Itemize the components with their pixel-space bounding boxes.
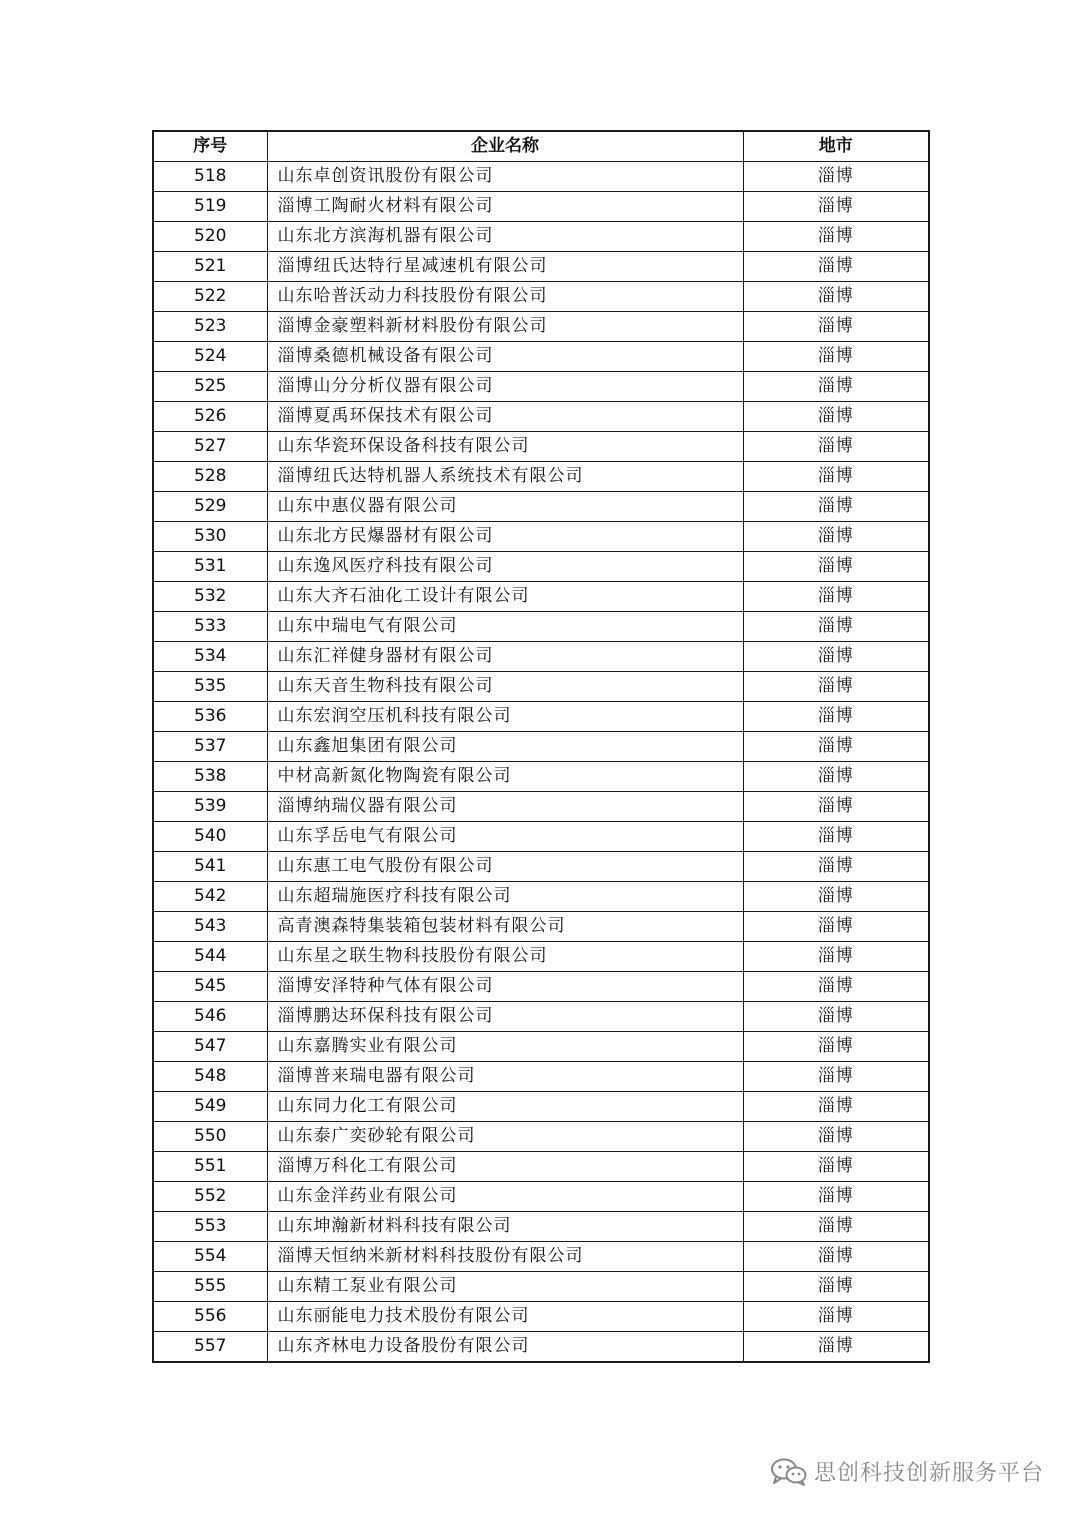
cell-number: 551 bbox=[153, 1152, 267, 1182]
cell-company-name: 淄博金豪塑料新材料股份有限公司 bbox=[267, 312, 743, 342]
cell-number: 549 bbox=[153, 1092, 267, 1122]
cell-company-name: 山东丽能电力技术股份有限公司 bbox=[267, 1302, 743, 1332]
cell-company-name: 山东同力化工有限公司 bbox=[267, 1092, 743, 1122]
table-row bbox=[153, 492, 929, 522]
cell-city: 淄博 bbox=[743, 612, 929, 642]
cell-company-name: 山东卓创资讯股份有限公司 bbox=[267, 162, 743, 192]
cell-city: 淄博 bbox=[743, 252, 929, 282]
table-row bbox=[153, 702, 929, 732]
company-list-table bbox=[152, 130, 930, 1363]
cell-city: 淄博 bbox=[743, 1302, 929, 1332]
table-body bbox=[153, 162, 929, 1363]
cell-city: 淄博 bbox=[743, 432, 929, 462]
cell-company-name: 山东泰广奕砂轮有限公司 bbox=[267, 1122, 743, 1152]
cell-company-name: 淄博桑德机械设备有限公司 bbox=[267, 342, 743, 372]
cell-number: 521 bbox=[153, 252, 267, 282]
table-row bbox=[153, 1122, 929, 1152]
table-row bbox=[153, 552, 929, 582]
cell-number: 548 bbox=[153, 1062, 267, 1092]
cell-company-name: 山东逸风医疗科技有限公司 bbox=[267, 552, 743, 582]
cell-company-name: 淄博纽氏达特机器人系统技术有限公司 bbox=[267, 462, 743, 492]
cell-number: 541 bbox=[153, 852, 267, 882]
cell-city: 淄博 bbox=[743, 162, 929, 192]
cell-city: 淄博 bbox=[743, 342, 929, 372]
table-row bbox=[153, 1272, 929, 1302]
table-row bbox=[153, 522, 929, 552]
cell-city: 淄博 bbox=[743, 1122, 929, 1152]
cell-number: 522 bbox=[153, 282, 267, 312]
cell-number: 525 bbox=[153, 372, 267, 402]
cell-city: 淄博 bbox=[743, 462, 929, 492]
cell-company-name: 山东超瑞施医疗科技有限公司 bbox=[267, 882, 743, 912]
cell-company-name: 山东哈普沃动力科技股份有限公司 bbox=[267, 282, 743, 312]
cell-number: 544 bbox=[153, 942, 267, 972]
cell-city: 淄博 bbox=[743, 1212, 929, 1242]
cell-city: 淄博 bbox=[743, 1182, 929, 1212]
cell-company-name: 淄博夏禹环保技术有限公司 bbox=[267, 402, 743, 432]
cell-city: 淄博 bbox=[743, 492, 929, 522]
header-number: 序号 bbox=[153, 131, 267, 162]
cell-city: 淄博 bbox=[743, 1272, 929, 1302]
cell-company-name: 山东精工泵业有限公司 bbox=[267, 1272, 743, 1302]
cell-city: 淄博 bbox=[743, 372, 929, 402]
cell-number: 552 bbox=[153, 1182, 267, 1212]
cell-company-name: 山东齐林电力设备股份有限公司 bbox=[267, 1332, 743, 1363]
cell-company-name: 淄博万科化工有限公司 bbox=[267, 1152, 743, 1182]
company-list-table-container bbox=[152, 130, 928, 1363]
table-row bbox=[153, 192, 929, 222]
cell-city: 淄博 bbox=[743, 702, 929, 732]
table-row bbox=[153, 612, 929, 642]
cell-company-name: 山东北方民爆器材有限公司 bbox=[267, 522, 743, 552]
cell-company-name: 山东鑫旭集团有限公司 bbox=[267, 732, 743, 762]
cell-number: 557 bbox=[153, 1332, 267, 1363]
table-row bbox=[153, 762, 929, 792]
cell-number: 538 bbox=[153, 762, 267, 792]
cell-number: 547 bbox=[153, 1032, 267, 1062]
cell-city: 淄博 bbox=[743, 1092, 929, 1122]
table-row bbox=[153, 462, 929, 492]
cell-company-name: 山东星之联生物科技股份有限公司 bbox=[267, 942, 743, 972]
cell-company-name: 山东汇祥健身器材有限公司 bbox=[267, 642, 743, 672]
table-row bbox=[153, 942, 929, 972]
cell-city: 淄博 bbox=[743, 402, 929, 432]
table-row bbox=[153, 582, 929, 612]
cell-city: 淄博 bbox=[743, 912, 929, 942]
cell-city: 淄博 bbox=[743, 552, 929, 582]
table-header-row bbox=[153, 131, 929, 162]
table-row bbox=[153, 1002, 929, 1032]
table-row bbox=[153, 342, 929, 372]
cell-number: 550 bbox=[153, 1122, 267, 1152]
cell-company-name: 山东北方滨海机器有限公司 bbox=[267, 222, 743, 252]
cell-city: 淄博 bbox=[743, 672, 929, 702]
cell-number: 535 bbox=[153, 672, 267, 702]
cell-number: 520 bbox=[153, 222, 267, 252]
cell-company-name: 淄博天恒纳米新材料科技股份有限公司 bbox=[267, 1242, 743, 1272]
cell-number: 543 bbox=[153, 912, 267, 942]
cell-number: 554 bbox=[153, 1242, 267, 1272]
cell-number: 531 bbox=[153, 552, 267, 582]
cell-number: 519 bbox=[153, 192, 267, 222]
cell-city: 淄博 bbox=[743, 1062, 929, 1092]
cell-city: 淄博 bbox=[743, 1332, 929, 1363]
cell-city: 淄博 bbox=[743, 882, 929, 912]
cell-number: 530 bbox=[153, 522, 267, 552]
cell-city: 淄博 bbox=[743, 522, 929, 552]
cell-city: 淄博 bbox=[743, 972, 929, 1002]
cell-city: 淄博 bbox=[743, 582, 929, 612]
cell-city: 淄博 bbox=[743, 1002, 929, 1032]
cell-company-name: 山东中惠仪器有限公司 bbox=[267, 492, 743, 522]
table-row bbox=[153, 1242, 929, 1272]
table-row bbox=[153, 432, 929, 462]
cell-city: 淄博 bbox=[743, 192, 929, 222]
cell-number: 553 bbox=[153, 1212, 267, 1242]
cell-company-name: 山东华瓷环保设备科技有限公司 bbox=[267, 432, 743, 462]
cell-company-name: 山东嘉腾实业有限公司 bbox=[267, 1032, 743, 1062]
table-row bbox=[153, 402, 929, 432]
cell-number: 539 bbox=[153, 792, 267, 822]
cell-company-name: 淄博纳瑞仪器有限公司 bbox=[267, 792, 743, 822]
table-row bbox=[153, 912, 929, 942]
cell-number: 529 bbox=[153, 492, 267, 522]
table-row bbox=[153, 282, 929, 312]
table-row bbox=[153, 852, 929, 882]
cell-number: 542 bbox=[153, 882, 267, 912]
cell-number: 545 bbox=[153, 972, 267, 1002]
cell-number: 528 bbox=[153, 462, 267, 492]
cell-number: 556 bbox=[153, 1302, 267, 1332]
cell-company-name: 山东中瑞电气有限公司 bbox=[267, 612, 743, 642]
cell-city: 淄博 bbox=[743, 1152, 929, 1182]
cell-city: 淄博 bbox=[743, 1032, 929, 1062]
table-row bbox=[153, 882, 929, 912]
cell-company-name: 山东天音生物科技有限公司 bbox=[267, 672, 743, 702]
cell-company-name: 淄博纽氏达特行星减速机有限公司 bbox=[267, 252, 743, 282]
table-row bbox=[153, 372, 929, 402]
wechat-icon bbox=[770, 1457, 808, 1487]
cell-company-name: 淄博鹏达环保科技有限公司 bbox=[267, 1002, 743, 1032]
cell-city: 淄博 bbox=[743, 312, 929, 342]
cell-company-name: 中材高新氮化物陶瓷有限公司 bbox=[267, 762, 743, 792]
header-city: 地市 bbox=[743, 131, 929, 162]
cell-city: 淄博 bbox=[743, 942, 929, 972]
cell-number: 518 bbox=[153, 162, 267, 192]
cell-company-name: 山东大齐石油化工设计有限公司 bbox=[267, 582, 743, 612]
cell-company-name: 山东宏润空压机科技有限公司 bbox=[267, 702, 743, 732]
header-name: 企业名称 bbox=[267, 131, 743, 162]
cell-company-name: 淄博工陶耐火材料有限公司 bbox=[267, 192, 743, 222]
cell-company-name: 淄博山分分析仪器有限公司 bbox=[267, 372, 743, 402]
cell-number: 524 bbox=[153, 342, 267, 372]
table-row bbox=[153, 822, 929, 852]
table-row bbox=[153, 1062, 929, 1092]
cell-company-name: 高青澳森特集装箱包装材料有限公司 bbox=[267, 912, 743, 942]
cell-company-name: 山东孚岳电气有限公司 bbox=[267, 822, 743, 852]
cell-number: 523 bbox=[153, 312, 267, 342]
watermark bbox=[770, 1456, 1044, 1487]
table-row bbox=[153, 792, 929, 822]
table-row bbox=[153, 1182, 929, 1212]
table-row bbox=[153, 1212, 929, 1242]
cell-company-name: 山东惠工电气股份有限公司 bbox=[267, 852, 743, 882]
cell-city: 淄博 bbox=[743, 792, 929, 822]
cell-city: 淄博 bbox=[743, 822, 929, 852]
table-row bbox=[153, 312, 929, 342]
cell-number: 555 bbox=[153, 1272, 267, 1302]
table-row bbox=[153, 672, 929, 702]
table-row bbox=[153, 1032, 929, 1062]
table-row bbox=[153, 162, 929, 192]
cell-number: 537 bbox=[153, 732, 267, 762]
cell-city: 淄博 bbox=[743, 1242, 929, 1272]
table-row bbox=[153, 222, 929, 252]
cell-city: 淄博 bbox=[743, 732, 929, 762]
watermark-text: 思创科技创新服务平台 bbox=[813, 1461, 1044, 1486]
cell-number: 526 bbox=[153, 402, 267, 432]
cell-number: 540 bbox=[153, 822, 267, 852]
cell-company-name: 山东坤瀚新材料科技有限公司 bbox=[267, 1212, 743, 1242]
table-row bbox=[153, 252, 929, 282]
cell-city: 淄博 bbox=[743, 762, 929, 792]
cell-number: 527 bbox=[153, 432, 267, 462]
cell-number: 532 bbox=[153, 582, 267, 612]
table-row bbox=[153, 1092, 929, 1122]
cell-city: 淄博 bbox=[743, 222, 929, 252]
table-row bbox=[153, 1302, 929, 1332]
cell-number: 534 bbox=[153, 642, 267, 672]
cell-company-name: 淄博普来瑞电器有限公司 bbox=[267, 1062, 743, 1092]
cell-number: 546 bbox=[153, 1002, 267, 1032]
cell-city: 淄博 bbox=[743, 282, 929, 312]
table-row bbox=[153, 732, 929, 762]
cell-number: 533 bbox=[153, 612, 267, 642]
table-row bbox=[153, 972, 929, 1002]
table-row bbox=[153, 1332, 929, 1363]
cell-company-name: 山东金洋药业有限公司 bbox=[267, 1182, 743, 1212]
table-row bbox=[153, 642, 929, 672]
cell-number: 536 bbox=[153, 702, 267, 732]
table-row bbox=[153, 1152, 929, 1182]
cell-city: 淄博 bbox=[743, 852, 929, 882]
cell-city: 淄博 bbox=[743, 642, 929, 672]
cell-company-name: 淄博安泽特种气体有限公司 bbox=[267, 972, 743, 1002]
